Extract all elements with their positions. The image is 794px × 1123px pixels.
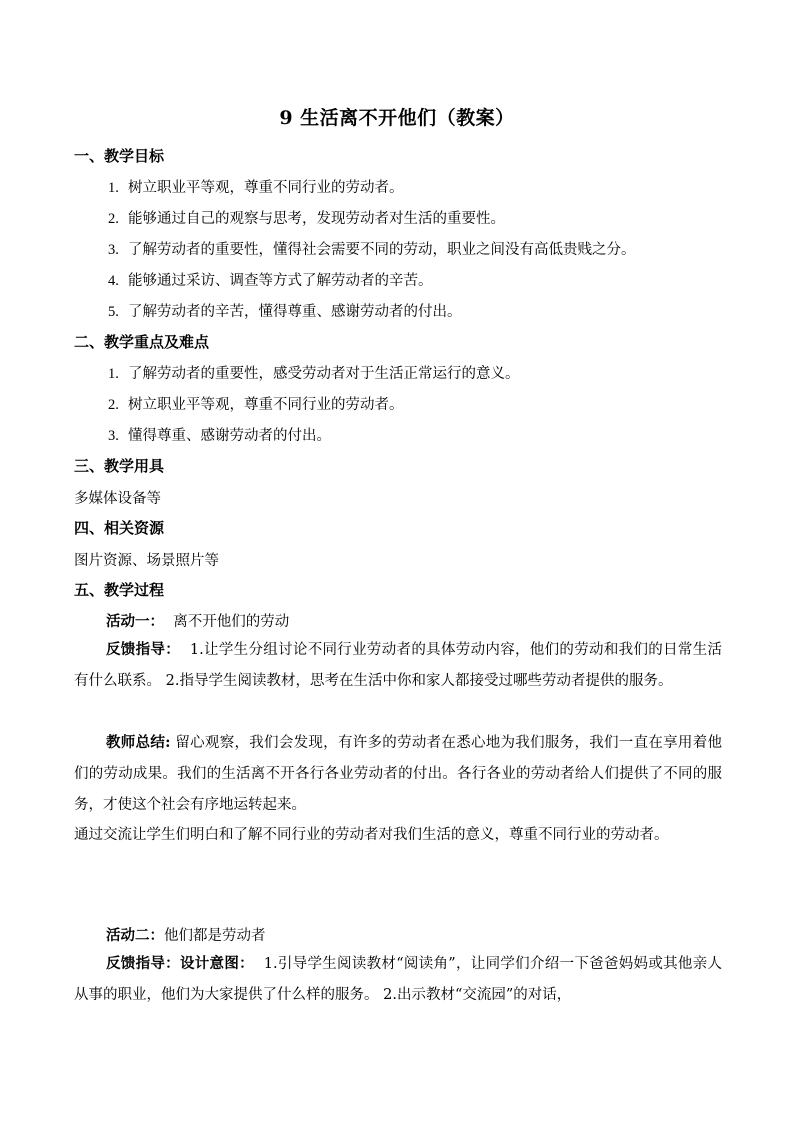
list-text: 懂得尊重、感谢劳动者的付出。 (128, 428, 331, 444)
activity-one-closing: 通过交流让学生们明白和了解不同行业的劳动者对我们生活的意义，尊重不同行业的劳动者。 (74, 827, 669, 843)
list-number: 3. (108, 242, 119, 258)
section-heading-resources: 四、相关资源 (74, 519, 165, 537)
summary-text: 留心观察，我们会发现，有许多的劳动者在悉心地为我们服务，我们一直在享用着他们的劳动成果。我们的生活离不开各行各业劳动者的付出。各行各业的劳动者给人们提供了不同的服务，才使这个社会有序地运转起来。 (74, 735, 722, 813)
activity-one-heading (106, 610, 289, 631)
activity-two-feedback (74, 948, 722, 1011)
list-item (108, 207, 505, 228)
list-text: 能够通过采访、调查等方式了解劳动者的辛苦。 (128, 273, 433, 289)
section-heading-tools: 三、教学用具 (74, 457, 165, 475)
list-text: 树立职业平等观，尊重不同行业的劳动者。 (128, 397, 404, 413)
section-heading-process: 五、教学过程 (74, 581, 165, 599)
list-text: 了解劳动者的重要性，懂得社会需要不同的劳动，职业之间没有高低贵贱之分。 (128, 242, 636, 258)
list-text: 树立职业平等观，尊重不同行业的劳动者。 (128, 180, 404, 196)
list-item (108, 393, 404, 414)
list-text: 了解劳动者的重要性，感受劳动者对于生活正常运行的意义。 (128, 366, 520, 382)
activity-one-summary (74, 727, 722, 821)
list-number: 5. (108, 304, 119, 320)
feedback-text: 1.让学生分组讨论不同行业劳动者的具体劳动内容，他们的劳动和我们的日常生活有什么联系。 2.指导学生阅读教材，思考在生活中你和家人都接受过哪些劳动者提供的服务。 (74, 642, 723, 689)
page-title: 9 生活离不开他们（教案） (279, 107, 515, 129)
activity-one-title: 离不开他们的劳动 (173, 614, 290, 630)
list-item (108, 362, 520, 383)
list-item (108, 238, 636, 259)
activity-two-title: 他们都是劳动者 (164, 928, 266, 944)
list-item (108, 424, 331, 445)
tools-text: 多媒体设备等 (74, 491, 161, 507)
list-number: 3. (108, 428, 119, 444)
activity-one-feedback (74, 634, 722, 697)
list-number: 2. (108, 397, 119, 413)
list-number: 2. (108, 211, 119, 227)
list-item (108, 300, 462, 321)
list-number: 1. (108, 366, 119, 382)
list-text: 了解劳动者的辛苦，懂得尊重、感谢劳动者的付出。 (128, 304, 462, 320)
list-number: 4. (108, 273, 119, 289)
summary-label: 教师总结: (106, 734, 171, 751)
feedback-label: 反馈指导： (106, 641, 181, 658)
resources-text: 图片资源、场景照片等 (74, 553, 219, 569)
activity-two-label: 活动二： (106, 927, 164, 944)
list-item (108, 269, 433, 290)
feedback-label: 反馈指导：设计意图： (106, 955, 254, 972)
feedback-text: 1.引导学生阅读教材“阅读角”，让同学们介绍一下爸爸妈妈或其他亲人从事的职业，他们为大家提供了什么样的服务。 2.出示教材“交流园”的对话， (74, 956, 722, 1003)
list-text: 能够通过自己的观察与思考，发现劳动者对生活的重要性。 (128, 211, 505, 227)
list-item (108, 176, 404, 197)
section-heading-key-points: 二、教学重点及难点 (74, 333, 210, 351)
list-number: 1. (108, 180, 119, 196)
section-heading-objectives: 一、教学目标 (74, 147, 165, 165)
activity-two-heading (106, 924, 266, 945)
activity-one-label: 活动一： (106, 613, 164, 630)
